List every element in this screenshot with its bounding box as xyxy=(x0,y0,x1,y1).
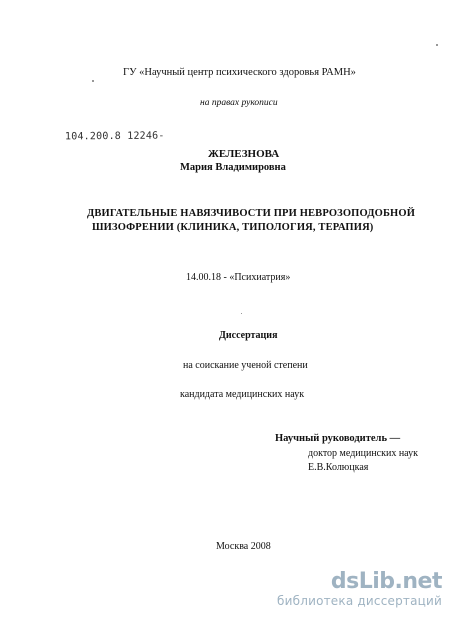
supervisor-label: Научный руководитель — xyxy=(275,433,401,444)
manuscript-note: на правах рукописи xyxy=(200,98,278,108)
degree-line-2: кандидата медицинских наук xyxy=(180,389,305,400)
supervisor-name: Е.В.Колюцкая xyxy=(308,462,369,473)
degree-line-1: на соискание ученой степени xyxy=(183,360,308,371)
watermark-subtitle: библиотека диссертаций xyxy=(277,594,442,608)
author-given-name: Мария Владимировна xyxy=(180,162,286,173)
dslib-watermark xyxy=(262,570,442,609)
dissertation-title-line-1: ДВИГАТЕЛЬНЫЕ НАВЯЗЧИВОСТИ ПРИ НЕВРОЗОПОДОБНОЙ xyxy=(87,208,416,219)
author-surname: ЖЕЛЕЗНОВА xyxy=(208,148,280,160)
scan-speck xyxy=(436,44,438,46)
supervisor-degree: доктор медицинских наук xyxy=(308,448,418,459)
institution-name: ГУ «Научный центр психического здоровья РАМН» xyxy=(123,67,356,78)
scan-speck xyxy=(92,80,94,82)
scan-speck xyxy=(241,313,242,314)
library-stamp-number: 104.200.8 12246- xyxy=(64,130,165,143)
dissertation-title-line-2: ШИЗОФРЕНИИ (КЛИНИКА, ТИПОЛОГИЯ, ТЕРАПИЯ) xyxy=(92,222,374,233)
place-and-year: Москва 2008 xyxy=(216,541,271,552)
document-type: Диссертация xyxy=(219,330,278,341)
watermark-logo: dsLib.net xyxy=(330,569,442,594)
specialty-code: 14.00.18 - «Психиатрия» xyxy=(186,272,291,283)
